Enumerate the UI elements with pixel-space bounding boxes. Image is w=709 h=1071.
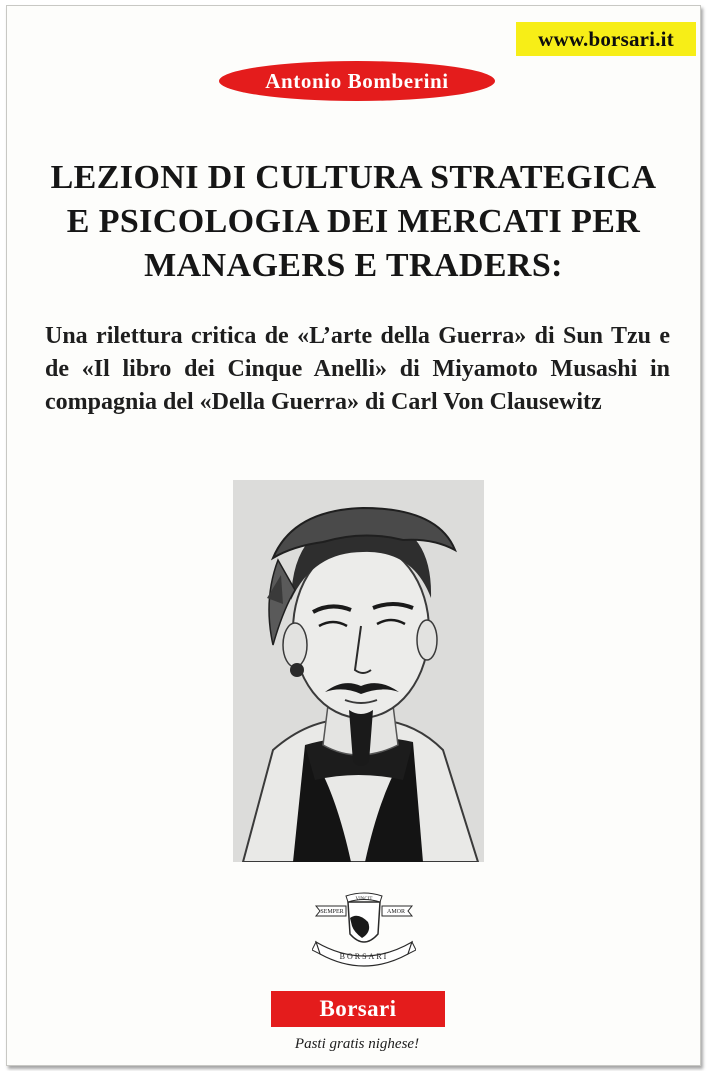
title-line: LEZIONI DI CULTURA STRATEGICA [50, 159, 657, 196]
author-name: Antonio Bomberini [219, 61, 495, 101]
portrait-icon [233, 480, 484, 862]
logo-top-text: VINCIT [355, 897, 373, 902]
logo-bottom-text: BORSARI [339, 952, 389, 961]
book-title [27, 156, 680, 288]
publisher-name: Borsari [271, 991, 445, 1027]
title-line: MANAGERS E TRADERS: [144, 247, 563, 284]
logo-left-text: SEMPER [320, 909, 344, 915]
publisher-tagline: Pasti gratis nighese! [294, 1036, 420, 1052]
logo-right-text: AMOR [386, 909, 406, 915]
title-line: E PSICOLOGIA DEI MERCATI PER [66, 203, 641, 240]
publisher-crest-icon [312, 888, 416, 970]
website-badge[interactable]: www.borsari.it [516, 22, 696, 56]
portrait-illustration [233, 480, 484, 862]
book-subtitle: Una rilettura critica de «L’arte della Guerra» di Sun Tzu e de «Il libro dei Cinque Anelli» di Miyamoto Musashi in compagnia del «Della Guerra» di Carl Von Clausewitz [45, 323, 670, 415]
book-cover [6, 5, 701, 1066]
